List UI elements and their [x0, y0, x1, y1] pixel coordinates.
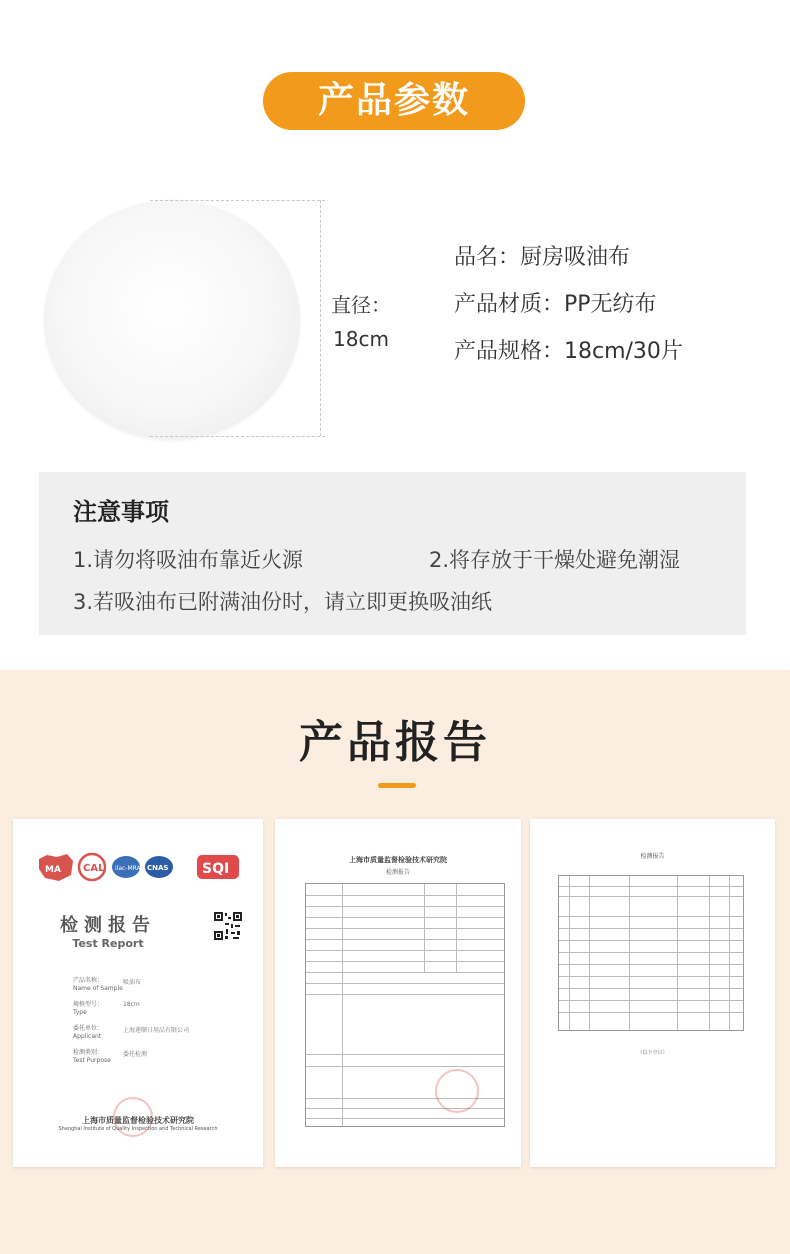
- test-report-cover: [13, 819, 263, 1167]
- form-row-line: [306, 1054, 504, 1055]
- test-report-page-2: [275, 819, 521, 1167]
- cover-subtitle: Test Report: [72, 937, 144, 950]
- page3-results-table: [558, 875, 744, 1031]
- table-row-line: [559, 1000, 743, 1001]
- table-row-line: [559, 928, 743, 929]
- notice-item-3: 3.若吸油布已附满油份时，请立即更换吸油纸: [73, 590, 493, 614]
- notice-item-1: 1.请勿将吸油布靠近火源: [73, 548, 304, 572]
- cover-field-2-label-en: Type: [73, 1009, 87, 1016]
- title-underline: [378, 783, 416, 788]
- form-row-line: [306, 928, 504, 929]
- table-col-line: [629, 876, 630, 1030]
- cover-field-2-label: 规格型号：: [73, 1001, 104, 1008]
- table-row-line: [559, 952, 743, 953]
- form-row-line: [306, 950, 504, 951]
- cover-field-4-label: 检测类别：: [73, 1049, 104, 1056]
- spec-product-name: 品名：厨房吸油布: [454, 245, 631, 270]
- table-row-line: [559, 976, 743, 977]
- table-col-line: [589, 876, 590, 1030]
- form-row-line: [306, 917, 504, 918]
- dimension-line-bottom: [150, 436, 325, 437]
- table-col-line: [729, 876, 730, 1030]
- test-report-page-3: [530, 819, 775, 1167]
- dimension-line-top: [150, 200, 325, 201]
- cover-institute-name-en: Shanghai Institute of Quality Inspection and Technical Research: [58, 1126, 218, 1132]
- form-row-line: [306, 906, 504, 907]
- page3-blank-note: （以下空白）: [637, 1050, 668, 1056]
- svg-text:MA: MA: [45, 865, 61, 875]
- table-row-line: [559, 896, 743, 897]
- form-row-line: [306, 1118, 504, 1119]
- cover-field-1: [73, 977, 123, 993]
- sqi-logo: [197, 855, 239, 879]
- cover-field-4: [73, 1049, 111, 1065]
- spec-size: 产品规格：18cm/30片: [454, 339, 683, 364]
- cover-field-2-value: 18cm: [123, 1001, 140, 1008]
- svg-text:ilac-MRA: ilac-MRA: [115, 865, 141, 872]
- table-row-line: [559, 940, 743, 941]
- form-row-line: [306, 972, 504, 973]
- table-col-line: [709, 876, 710, 1030]
- form-row-line: [306, 939, 504, 940]
- diameter-label: [316, 288, 406, 356]
- form-row-line: [306, 961, 504, 962]
- table-col-line: [569, 876, 570, 1030]
- cover-title: 检测报告: [60, 915, 156, 936]
- red-seal-stamp: [435, 1069, 479, 1113]
- cnas-logo: [145, 856, 173, 878]
- svg-text:CNAS: CNAS: [147, 864, 169, 872]
- cma-logo: [39, 854, 73, 881]
- cover-field-3: [73, 1025, 103, 1041]
- table-row-line: [559, 916, 743, 917]
- table-row-line: [559, 964, 743, 965]
- report-title: 产品报告: [299, 717, 491, 768]
- table-row-line: [559, 988, 743, 989]
- certification-logos: [37, 851, 247, 885]
- cover-field-3-label: 委托单位：: [73, 1025, 104, 1032]
- ilac-mra-logo: [112, 856, 142, 878]
- form-row-line: [306, 1108, 504, 1109]
- product-report-section: [0, 670, 790, 1254]
- spec-list: [454, 234, 683, 375]
- form-col-line: [342, 884, 343, 1126]
- qr-code-icon: [213, 911, 243, 941]
- svg-text:SQI: SQI: [202, 861, 230, 877]
- page3-title: 检测报告: [640, 853, 665, 860]
- spec-material: 产品材质：PP无纺布: [454, 292, 657, 317]
- form-row-line: [306, 1066, 504, 1067]
- notice-title: 注意事项: [73, 498, 169, 526]
- table-row-line: [559, 886, 743, 887]
- page2-institute-title: 上海市质量监督检验技术研究院: [349, 856, 447, 864]
- cover-field-4-label-en: Test Purpose: [73, 1057, 111, 1064]
- form-row-line: [306, 994, 504, 995]
- cover-field-2: [73, 1001, 103, 1017]
- form-row-line: [306, 895, 504, 896]
- cover-field-1-label: 产品名称：: [73, 977, 104, 984]
- cover-field-3-value: 上海莲顺日用品有限公司: [123, 1027, 190, 1034]
- diameter-label-text: 直径：: [331, 293, 391, 317]
- notice-box: [39, 472, 746, 635]
- cal-logo: [79, 854, 105, 880]
- cover-institute-name: 上海市质量监督检验技术研究院: [82, 1116, 194, 1125]
- form-row-line: [306, 983, 504, 984]
- svg-text:CAL: CAL: [83, 863, 105, 874]
- cover-field-3-label-en: Applicant: [73, 1033, 102, 1040]
- cover-field-4-value: 委托检测: [123, 1051, 148, 1058]
- page2-subtitle: 检测报告: [385, 869, 410, 876]
- diameter-value: 18cm: [333, 327, 389, 351]
- cover-field-1-label-en: Name of Sample: [73, 985, 123, 992]
- params-title-badge: 产品参数: [263, 72, 525, 130]
- cover-field-1-value: 吸油布: [123, 979, 142, 986]
- table-row-line: [559, 1012, 743, 1013]
- table-col-line: [677, 876, 678, 1030]
- notice-item-2: 2.将存放于干燥处避免潮湿: [429, 548, 681, 572]
- oil-absorbing-pad-image: [44, 200, 300, 440]
